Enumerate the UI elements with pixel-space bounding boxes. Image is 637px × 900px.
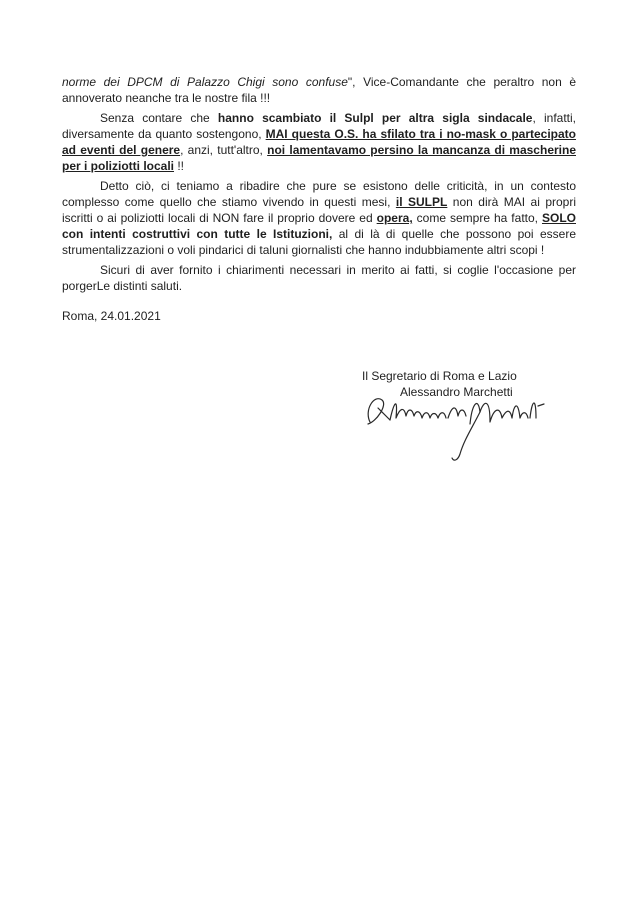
signatory-name: Alessandro Marchetti [400,385,513,399]
paragraph-2: Senza contare che hanno scambiato il Sulpl per altra sigla sindacale, infatti, diversamente da quanto sostengono, MAI questa O.S. ha sfilato tra i no-mask o partecipato ad eventi del genere, anzi, tutt'altro, noi lamentavamo persino la mancanza di mascherine per i poliziotti locali !! [62,111,577,173]
handwritten-signature [360,378,550,464]
letter-body [62,74,576,298]
quoted-text: norme dei DPCM di Palazzo Chigi sono confuse [62,75,348,89]
bold-underlined-text: opera, [376,211,413,225]
bold-text: hanno scambiato il Sulpl per altra sigla sindacale [217,111,533,125]
letter-date: Roma, 24.01.2021 [62,309,161,323]
bold-underlined-text: SOLO [541,211,576,225]
paragraph-3: Detto ciò, ci teniamo a ribadire che pure se esistono delle criticità, in un contesto complesso come quello che stiamo vivendo in questi mesi, il SULPL non dirà MAI ai propri iscritti o ai poliziotti locali di NON fare il proprio dovere ed opera, come sempre ha fatto, SOLO con intenti costruttivi con tutte le Istituzioni, al di là di quelle che possono poi essere strumentalizzazioni o voli pindarici di taluni giornalisti che hanno indubbiamente altri scopi ! [62,179,577,257]
bold-underlined-text: il SULPL [395,195,448,209]
bold-text: con intenti costruttivi con tutte le Istituzioni, [62,227,333,241]
paragraph-4: Sicuri di aver fornito i chiarimenti necessari in merito ai fatti, si coglie l'occasione per porgerLe distinti saluti. [62,263,576,293]
bold-underlined-text: MAI questa O.S. ha sfilato tra i no-mask o partecipato ad eventi del genere [62,127,577,157]
signatory-role: Il Segretario di Roma e Lazio [362,369,517,383]
bold-underlined-text: noi lamentavamo persino la mancanza di mascherine per i poliziotti locali [62,143,576,173]
paragraph-1: norme dei DPCM di Palazzo Chigi sono confuse", Vice-Comandante che peraltro non è annoverato neanche tra le nostre fila !!! [62,75,576,105]
